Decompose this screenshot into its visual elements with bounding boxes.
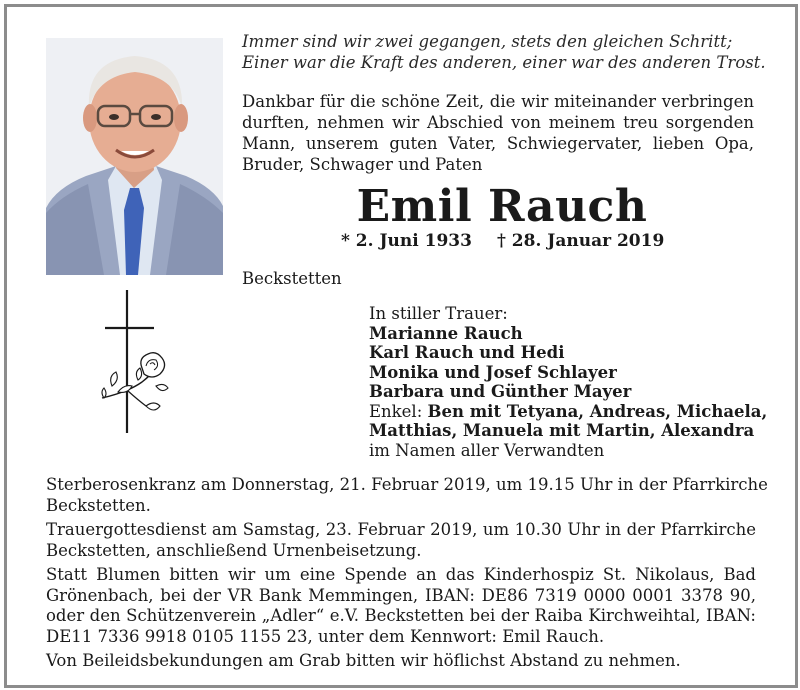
birth-date: * 2. Juni 1933 xyxy=(341,231,472,251)
intro-text xyxy=(242,91,754,175)
grandchildren-label: Enkel: xyxy=(369,401,423,421)
service-details xyxy=(46,475,768,676)
funeral-line: Beckstetten, anschließend Urnenbeisetzung. xyxy=(46,540,422,560)
intro-line: Bruder, Schwager und Paten xyxy=(242,155,483,174)
intro-line: Dankbar für die schöne Zeit, die wir miteinander verbringen xyxy=(242,92,754,111)
donation-line: Grönenbach, bei der VR Bank Memmingen, IBAN: DE86 7319 0000 0001 3378 90, xyxy=(46,585,756,605)
intro-line: durften, nehmen wir Abschied von meinem treu sorgenden xyxy=(242,113,754,132)
rosary-line: Sterberosenkranz am Donnerstag, 21. Februar 2019, um 19.15 Uhr in der Pfarrkirche xyxy=(46,475,768,494)
intro-line: Mann, unserem guten Vater, Schwiegervater, lieben Opa, xyxy=(242,134,754,153)
hometown: Beckstetten xyxy=(242,269,342,288)
mourner-name: Monika und Josef Schlayer xyxy=(369,362,617,382)
donation-line: Statt Blumen bitten wir um eine Spende an das Kinderhospiz St. Nikolaus, Bad xyxy=(46,565,756,584)
quote-line: Immer sind wir zwei gegangen, stets den gleichen Schritt; xyxy=(242,32,733,51)
death-date: † 28. Januar 2019 xyxy=(497,231,665,251)
donation-info xyxy=(46,565,756,647)
mourners-heading: In stiller Trauer: xyxy=(369,304,508,323)
condolence-note: Von Beileidsbekundungen am Grab bitten wir höflichst Abstand zu nehmen. xyxy=(46,651,681,670)
mourner-name: Barbara und Günther Mayer xyxy=(369,382,632,401)
funeral-info xyxy=(46,520,756,561)
donation-line: DE11 7336 9918 0105 1155 23, unter dem Kennwort: Emil Rauch. xyxy=(46,626,605,646)
quote-line: Einer war die Kraft des anderen, einer war des anderen Trost. xyxy=(242,53,766,72)
mourners-list xyxy=(369,304,769,460)
rosary-line: Beckstetten. xyxy=(46,495,151,515)
deceased-name: Emil Rauch xyxy=(356,181,648,232)
portrait-photo xyxy=(46,38,223,275)
rosary-info xyxy=(46,475,768,516)
funeral-line: Trauergottesdienst am Samstag, 23. Februar 2019, um 10.30 Uhr in der Pfarrkirche xyxy=(46,520,756,539)
grandchildren-names: Ben mit Tetyana, Andreas, Michaela, xyxy=(427,401,768,421)
cross-rose-icon xyxy=(98,288,178,440)
mourner-name: Marianne Rauch xyxy=(369,323,523,343)
mourners-closing: im Namen aller Verwandten xyxy=(369,440,605,460)
mourner-name: Karl Rauch und Hedi xyxy=(369,343,565,362)
donation-line: oder den Schützenverein „Adler“ e.V. Beckstetten bei der Raiba Kirchweihtal, IBAN: xyxy=(46,606,756,625)
grandchildren-names: Matthias, Manuela mit Martin, Alexandra xyxy=(369,421,755,440)
grandchildren-line xyxy=(369,402,769,422)
quote xyxy=(242,31,766,73)
